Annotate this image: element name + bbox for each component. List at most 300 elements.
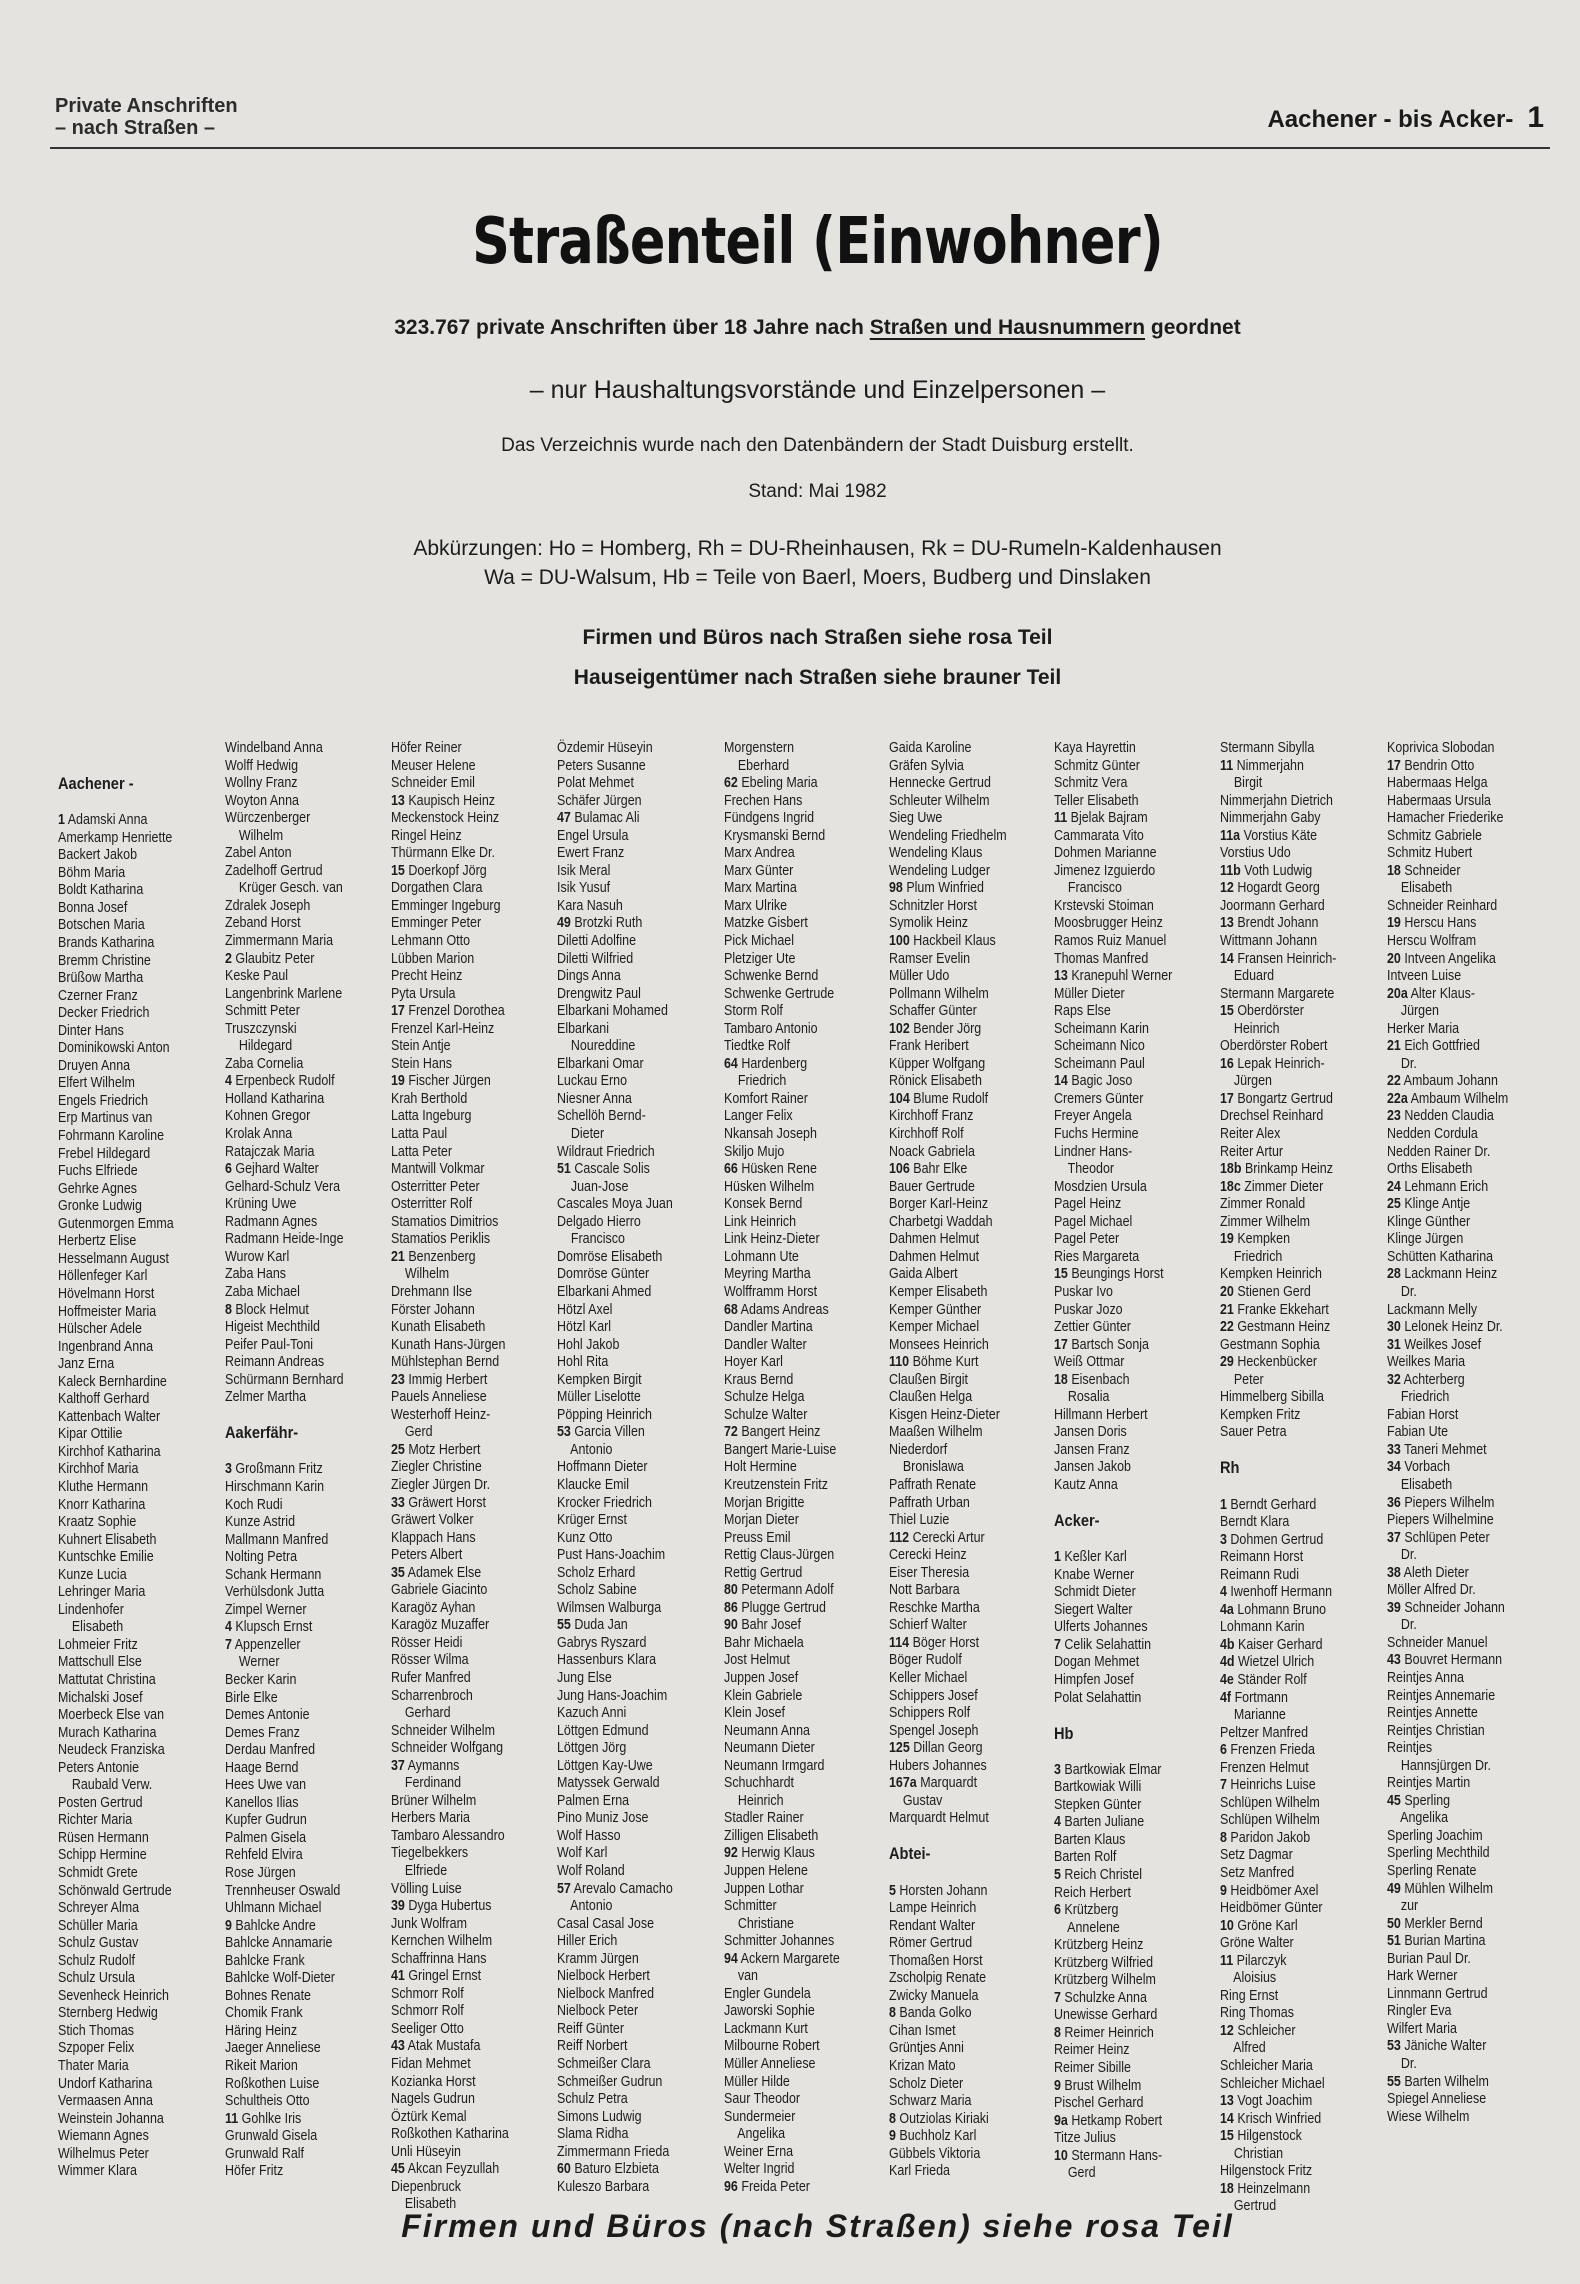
- listing-entry: Morjan Brigitte: [724, 1494, 805, 1511]
- listing-entry: Klaucke Emil: [557, 1476, 630, 1493]
- subtitle-part2: geordnet: [1145, 316, 1241, 339]
- listing-entry: Schleicher Maria: [1220, 2058, 1313, 2075]
- listing-entry: Gübbels Viktoria: [889, 2145, 981, 2162]
- listing-entry: Schönwald Gertrude: [58, 1882, 172, 1899]
- listing-entry: Barten Klaus: [1054, 1831, 1126, 1848]
- listing-entry: Brüner Wilhelm: [391, 1792, 477, 1809]
- subtitle-part1: 323.767 private Anschriften über 18 Jahre nach: [394, 316, 870, 339]
- listing-entry: Meckenstock Heinz: [391, 810, 500, 827]
- listing-entry: Wendeling Ludger: [889, 862, 990, 879]
- listing-entry: Weilkes Maria: [1387, 1354, 1466, 1371]
- listing-entry: Teller Elisabeth: [1054, 792, 1139, 809]
- listing-entry: Klein Josef: [724, 1705, 786, 1722]
- listing-entry: Wolf Hasso: [557, 1827, 621, 1844]
- listing-entry: Kunz Otto: [557, 1529, 613, 1546]
- listing-entry: Jürgen: [1220, 1073, 1272, 1090]
- listing-entry: Bahr Michaela: [724, 1634, 804, 1651]
- listing-entry: Rösser Heidi: [391, 1634, 463, 1651]
- listing-entry: Koch Rudi: [225, 1496, 283, 1513]
- listing-entry: Krüger Gesch. van: [225, 880, 343, 897]
- listing-entry: Moosbrugger Heinz: [1054, 915, 1163, 932]
- listing-entry: Gehrke Agnes: [58, 1180, 138, 1197]
- listing-entry: 110 Böhme Kurt: [889, 1354, 979, 1371]
- listing-entry: 15 Doerkopf Jörg: [391, 862, 487, 879]
- listing-entry: 1 Berndt Gerhard: [1220, 1496, 1317, 1513]
- listing-entry: Aloisius: [1220, 1970, 1277, 1987]
- listing-entry: Gertrud: [1220, 2198, 1277, 2215]
- listing-entry: Annelene: [1054, 1919, 1120, 1936]
- listing-entry: Stamatios Dimitrios: [391, 1213, 499, 1230]
- listing-entry: Kunze Astrid: [225, 1514, 296, 1531]
- listing-entry: 4d Wietzel Ulrich: [1220, 1654, 1315, 1671]
- listing-entry: Peters Antonie: [58, 1759, 140, 1776]
- listing-entry: Jansen Franz: [1054, 1441, 1130, 1458]
- listing-entry: 19 Fischer Jürgen: [391, 1073, 491, 1090]
- listing-entry: 38 Aleth Dieter: [1387, 1564, 1469, 1581]
- listing-entry: Dogan Mehmet: [1054, 1654, 1140, 1671]
- listing-entry: Schlüpen Wilhelm: [1220, 1794, 1320, 1811]
- listing-entry: Nott Barbara: [889, 1582, 960, 1599]
- listing-entry: Linnmann Gertrud: [1387, 1985, 1488, 2002]
- listing-entry: Kreutzenstein Fritz: [724, 1476, 828, 1493]
- subtitle-underlined: Straßen und Hausnummern: [869, 316, 1146, 339]
- listing-entry: 25 Motz Herbert: [391, 1441, 481, 1458]
- street-heading: Aachener -: [58, 774, 134, 794]
- listing-entry: 37 Aymanns: [391, 1757, 460, 1774]
- listing-entry: Kupfer Gudrun: [225, 1812, 307, 1829]
- listing-entry: 90 Bahr Josef: [724, 1617, 801, 1634]
- listing-entry: Pöpping Heinrich: [557, 1406, 652, 1423]
- listing-entry: Zelmer Martha: [225, 1389, 307, 1406]
- listing-entry: Sperling Joachim: [1387, 1827, 1483, 1844]
- listing-entry: Paffrath Urban: [889, 1494, 970, 1511]
- listing-entry: Demes Antonie: [225, 1707, 310, 1724]
- listing-entry: Schwarz Maria: [889, 2093, 972, 2110]
- listing-entry: 20a Alter Klaus-: [1387, 985, 1476, 1002]
- listing-entry: Thomas Manfred: [1054, 950, 1149, 967]
- listing-entry: Frebel Hildegard: [58, 1145, 151, 1162]
- listing-entry: 25 Klinge Antje: [1387, 1196, 1471, 1213]
- listing-entry: Holt Hermine: [724, 1459, 797, 1476]
- listing-entry: Habermaas Ursula: [1387, 792, 1491, 809]
- listing-entry: Wolff Hedwig: [225, 757, 299, 774]
- listing-entry: Domröse Günter: [557, 1266, 650, 1283]
- listing-entry: Gronke Ludwig: [58, 1198, 142, 1215]
- listing-entry: Hirschmann Karin: [225, 1478, 325, 1495]
- listing-entry: 8 Reimer Heinrich: [1054, 2024, 1154, 2041]
- listing-entry: Fuchs Elfriede: [58, 1163, 138, 1180]
- listing-entry: Jimenez Izguierdo: [1054, 862, 1156, 879]
- listing-entry: Pino Muniz Jose: [557, 1810, 649, 1827]
- listing-entry: Konsek Bernd: [724, 1196, 803, 1213]
- listing-entry: Mattutat Christina: [58, 1671, 156, 1688]
- listing-entry: Krstevski Stoiman: [1054, 897, 1154, 914]
- listing-entry: Moerbeck Else van: [58, 1707, 165, 1724]
- listing-entry: van: [724, 1968, 758, 1985]
- listing-entry: Monsees Heinrich: [889, 1336, 989, 1353]
- listing-entry: Eduard: [1220, 968, 1275, 985]
- subtitle-count: [0, 316, 1580, 340]
- listing-entry: Titze Julius: [1054, 2130, 1116, 2147]
- listing-entry: Palmen Gisela: [225, 1829, 307, 1846]
- listing-entry: 4 Erpenbeck Rudolf: [225, 1073, 335, 1090]
- listing-entry: Schmidt Grete: [58, 1865, 138, 1881]
- listing-entry: 9 Brust Wilhelm: [1054, 2077, 1142, 2094]
- listing-entry: Isik Meral: [557, 862, 611, 879]
- listing-entry: Zabel Anton: [225, 845, 292, 862]
- listing-entry: Precht Heinz: [391, 968, 463, 985]
- listing-entry: Nedden Cordula: [1387, 1126, 1478, 1143]
- listing-entry: 100 Hackbeil Klaus: [889, 933, 996, 950]
- listing-entry: 28 Lackmann Heinz: [1387, 1266, 1498, 1283]
- listing-entry: Ring Thomas: [1220, 2005, 1294, 2022]
- listing-entry: Ramos Ruiz Manuel: [1054, 933, 1167, 950]
- listing-entry: Frechen Hans: [724, 792, 803, 809]
- listing-entry: Erp Martinus van: [58, 1110, 153, 1127]
- listing-entry: Polat Mehmet: [557, 775, 634, 792]
- listing-entry: Skiljo Mujo: [724, 1143, 785, 1160]
- listing-entry: Unli Hüseyin: [391, 2143, 462, 2160]
- section-label-line1: Private Anschriften: [55, 95, 238, 117]
- listing-entry: Schellöh Bernd-: [557, 1108, 646, 1125]
- listing-entry: Kernchen Wilhelm: [391, 1933, 493, 1950]
- page-title: Straßenteil (Einwohner): [472, 205, 1163, 279]
- listing-entry: Gröne Walter: [1220, 1935, 1294, 1952]
- listing-entry: Gabriele Giacinto: [391, 1582, 488, 1599]
- listing-entry: Wiemann Agnes: [58, 2128, 149, 2145]
- listing-entry: Fidan Mehmet: [391, 2056, 471, 2073]
- listing-entry: 1 Keßler Karl: [1054, 1549, 1127, 1566]
- listing-entry: Rönick Elisabeth: [889, 1073, 982, 1090]
- listing-entry: Oberdörster Robert: [1220, 1038, 1328, 1055]
- listing-entry: Grüntjes Anni: [889, 2040, 964, 2057]
- listing-entry: Seeliger Otto: [391, 2020, 464, 2037]
- listing-entry: Friedrich: [1220, 1248, 1283, 1265]
- listing-entry: Zaba Cornelia: [225, 1055, 304, 1072]
- listing-entry: 102 Bender Jörg: [889, 1020, 982, 1037]
- listing-entry: Lehmann Otto: [391, 933, 471, 950]
- listing-entry: Zaba Hans: [225, 1266, 287, 1283]
- listing-entry: Peltzer Manfred: [1220, 1724, 1309, 1741]
- listing-entry: 24 Lehmann Erich: [1387, 1178, 1489, 1195]
- listing-entry: Jung Else: [557, 1669, 612, 1686]
- listing-entry: Hillmann Herbert: [1054, 1406, 1148, 1423]
- listing-entry: 18 Eisenbach: [1054, 1371, 1130, 1388]
- listing-entry: Holland Katharina: [225, 1090, 325, 1107]
- listing-entry: Elisabeth: [58, 1619, 124, 1636]
- listing-entry: Cremers Günter: [1054, 1090, 1144, 1107]
- listing-entry: Charbetgi Waddah: [889, 1213, 993, 1230]
- listing-entry: Sieg Uwe: [889, 810, 943, 827]
- listing-entry: Gutenmorgen Emma: [58, 1215, 174, 1232]
- listing-entry: Klinge Günther: [1387, 1213, 1471, 1230]
- listing-entry: Francisco: [557, 1231, 625, 1248]
- listing-entry: 51 Cascale Solis: [557, 1161, 650, 1178]
- listing-entry: 7 Schulzke Anna: [1054, 1989, 1147, 2006]
- listing-entry: Heinrich: [724, 1792, 784, 1809]
- listing-entry: Drehmann Ilse: [391, 1283, 473, 1300]
- listing-entry: Fabian Ute: [1387, 1424, 1449, 1441]
- listing-entry: Rösser Wilma: [391, 1652, 469, 1669]
- listing-entry: Schmeißer Clara: [557, 2056, 651, 2073]
- listing-entry: Lohmann Ute: [724, 1248, 799, 1265]
- listing-entry: Antonio: [557, 1441, 613, 1458]
- listing-entry: Heidbömer Günter: [1220, 1900, 1323, 1917]
- listing-column: [889, 740, 1027, 2181]
- listing-entry: Becker Karin: [225, 1671, 297, 1688]
- listing-entry: Elisabeth: [1387, 1476, 1453, 1493]
- listing-entry: Friedrich: [724, 1073, 787, 1090]
- listing-entry: Schmorr Rolf: [391, 2003, 464, 2020]
- listing-entry: Rosalia: [1054, 1389, 1110, 1406]
- listing-entry: 94 Ackern Margarete: [724, 1950, 840, 1967]
- listing-entry: Kara Nasuh: [557, 897, 623, 914]
- listing-entry: Stich Thomas: [58, 2022, 135, 2039]
- listing-entry: Kempken Heinrich: [1220, 1266, 1322, 1283]
- listing-entry: Schürmann Bernhard: [225, 1371, 344, 1388]
- subtitle-scope: – nur Haushaltungsvorstände und Einzelpersonen –: [529, 376, 1106, 404]
- listing-entry: Rehfeld Elvira: [225, 1847, 303, 1864]
- listing-entry: Lackmann Kurt: [724, 2020, 808, 2037]
- listing-entry: Niesner Anna: [557, 1090, 632, 1107]
- listing-entry: 15 Oberdörster: [1220, 1003, 1304, 1020]
- listing-entry: Herker Maria: [1387, 1020, 1460, 1037]
- listing-entry: Werner: [225, 1654, 280, 1671]
- listing-entry: Unewisse Gerhard: [1054, 2007, 1158, 2024]
- listing-entry: Zimmer Ronald: [1220, 1196, 1306, 1213]
- listing-entry: 12 Schleicher: [1220, 2022, 1296, 2039]
- listing-entry: Sevenheck Heinrich: [58, 1987, 169, 2004]
- listing-entry: Krah Berthold: [391, 1090, 468, 1107]
- listing-entry: Berndt Klara: [1220, 1514, 1290, 1531]
- listing-entry: 10 Gröne Karl: [1220, 1917, 1298, 1934]
- listing-entry: Rufer Manfred: [391, 1669, 471, 1686]
- listing-entry: Ringler Eva: [1387, 2003, 1452, 2020]
- listing-entry: Claußen Helga: [889, 1389, 973, 1406]
- listing-entry: Schmitz Gabriele: [1387, 827, 1482, 844]
- listing-entry: Hohl Rita: [557, 1354, 609, 1371]
- listing-entry: Ulferts Johannes: [1054, 1619, 1148, 1636]
- listing-entry: Scheimann Paul: [1054, 1055, 1145, 1072]
- listing-entry: Weiß Ottmar: [1054, 1354, 1125, 1371]
- listing-column: [557, 740, 695, 2196]
- listing-entry: Elfriede: [391, 1863, 448, 1879]
- listing-entry: Reimann Horst: [1220, 1549, 1304, 1566]
- listing-entry: Antonio: [557, 1898, 613, 1915]
- listing-entry: Schippers Rolf: [889, 1705, 971, 1722]
- listing-entry: 4e Ständer Rolf: [1220, 1671, 1307, 1688]
- listing-entry: Reintjes Annette: [1387, 1705, 1478, 1722]
- listing-entry: Fündgens Ingrid: [724, 810, 815, 827]
- listing-entry: Schmitz Günter: [1054, 757, 1140, 774]
- listing-entry: 96 Freida Peter: [724, 2178, 810, 2195]
- listing-entry: Schulze Helga: [724, 1389, 805, 1406]
- listing-entry: Bremm Christine: [58, 952, 151, 969]
- listing-entry: 20 Intveen Angelika: [1387, 950, 1496, 967]
- listing-entry: 33 Taneri Mehmet: [1387, 1441, 1487, 1458]
- listing-entry: Bangert Marie-Luise: [724, 1441, 837, 1458]
- listing-entry: Kaleck Bernhardine: [58, 1373, 167, 1390]
- listing-entry: Würczenberger: [225, 810, 311, 827]
- listing-entry: 92 Herwig Klaus: [724, 1845, 815, 1862]
- listing-entry: Marx Günter: [724, 862, 794, 879]
- listing-entry: 4f Fortmann: [1220, 1689, 1288, 1706]
- listing-entry: Weiner Erna: [724, 2143, 794, 2160]
- listing-entry: Hüsken Wilhelm: [724, 1178, 815, 1195]
- listing-entry: Vorstius Udo: [1220, 845, 1291, 862]
- listing-entry: Schleuter Wilhelm: [889, 792, 990, 809]
- listing-entry: Gerhard: [391, 1705, 451, 1722]
- listing-entry: Setz Dagmar: [1220, 1847, 1293, 1864]
- listing-entry: 5 Reich Christel: [1054, 1867, 1143, 1883]
- listing-entry: Wendeling Friedhelm: [889, 827, 1007, 844]
- listing-entry: Tiedtke Rolf: [724, 1038, 791, 1055]
- listing-entry: 9 Heidbömer Axel: [1220, 1882, 1319, 1899]
- listing-entry: Wildraut Friedrich: [557, 1143, 655, 1160]
- listing-entry: Jürgen: [1387, 1003, 1439, 1020]
- listing-entry: Botschen Maria: [58, 917, 145, 934]
- listing-entry: Posten Gertrud: [58, 1794, 143, 1811]
- listing-entry: Niederdorf: [889, 1441, 948, 1458]
- listing-entry: Völling Luise: [391, 1880, 462, 1897]
- listing-entry: 8 Banda Golko: [889, 2005, 972, 2022]
- page-number: 1: [1527, 101, 1544, 134]
- listing-entry: Kaya Hayrettin: [1054, 740, 1136, 756]
- listing-entry: Cascales Moya Juan: [557, 1196, 673, 1213]
- listing-entry: Zdralek Joseph: [225, 897, 311, 914]
- listing-entry: Wilfert Maria: [1387, 2020, 1457, 2037]
- listing-entry: 23 Immig Herbert: [391, 1371, 488, 1388]
- listing-entry: Backert Jakob: [58, 847, 138, 864]
- listing-entry: Drengwitz Paul: [557, 985, 641, 1002]
- listing-entry: Trennheuser Oswald: [225, 1882, 341, 1899]
- listing-entry: 45 Sperling: [1387, 1792, 1451, 1809]
- listing-entry: 37 Schlüpen Peter: [1387, 1529, 1490, 1546]
- listing-entry: 29 Heckenbücker: [1220, 1354, 1318, 1371]
- listing-entry: 13 Brendt Johann: [1220, 915, 1319, 932]
- listing-entry: Jung Hans-Joachim: [557, 1687, 668, 1704]
- listing-entry: Stermann Sibylla: [1220, 740, 1315, 756]
- listing-entry: Stein Hans: [391, 1055, 453, 1072]
- listing-entry: Cerecki Heinz: [889, 1547, 967, 1564]
- listing-entry: Nielbock Herbert: [557, 1968, 650, 1985]
- listing-entry: Wilhelm: [391, 1266, 450, 1283]
- listing-entry: Matzke Gisbert: [724, 915, 808, 932]
- listing-column: [1054, 740, 1192, 2183]
- listing-entry: Matyssek Gerwald: [557, 1775, 660, 1792]
- listing-entry: 21 Eich Gottfried: [1387, 1038, 1480, 1055]
- listing-entry: Diletti Adolfine: [557, 933, 637, 950]
- listing-entry: Dieter: [557, 1126, 605, 1143]
- listing-column: [1220, 740, 1358, 2216]
- listing-entry: Dings Anna: [557, 968, 621, 985]
- listing-entry: Gestmann Sophia: [1220, 1336, 1320, 1353]
- listing-entry: Puskar Jozo: [1054, 1301, 1123, 1318]
- listing-entry: 35 Adamek Else: [391, 1564, 482, 1581]
- listing-entry: 8 Outziolas Kiriaki: [889, 2110, 989, 2127]
- listing-entry: 17 Frenzel Dorothea: [391, 1003, 505, 1020]
- listing-entry: Hildegard: [225, 1038, 293, 1055]
- listing-entry: Schneider Wilhelm: [391, 1722, 495, 1739]
- listing-entry: Förster Johann: [391, 1301, 475, 1318]
- listing-entry: Stein Antje: [391, 1038, 451, 1055]
- listing-entry: Engler Gundela: [724, 1985, 811, 2002]
- listing-entry: Morjan Dieter: [724, 1512, 799, 1529]
- listing-entry: 17 Bartsch Sonja: [1054, 1336, 1149, 1353]
- listing-entry: Marianne: [1220, 1707, 1286, 1724]
- listing-entry: Tiegelbekkers: [391, 1845, 469, 1862]
- listing-entry: Gaida Karoline: [889, 740, 972, 756]
- listing-entry: 18b Brinkamp Heinz: [1220, 1161, 1333, 1178]
- listing-entry: Mattschull Else: [58, 1654, 142, 1671]
- listing-entry: Dr.: [1387, 1055, 1417, 1072]
- listing-entry: Schmitz Hubert: [1387, 845, 1473, 862]
- listing-entry: 51 Burian Martina: [1387, 1933, 1486, 1950]
- listing-entry: Rikeit Marion: [225, 2058, 298, 2075]
- listing-entry: Osterritter Peter: [391, 1178, 480, 1195]
- listing-entry: Höllenfeger Karl: [58, 1268, 148, 1285]
- listing-entry: 104 Blume Rudolf: [889, 1090, 989, 1107]
- listing-entry: Nimmerjahn Dietrich: [1220, 792, 1333, 809]
- listing-entry: Kanellos Ilias: [225, 1794, 299, 1811]
- listing-entry: Noureddine: [557, 1038, 636, 1055]
- listing-entry: Schulz Gustav: [58, 1935, 139, 1952]
- listing-entry: Löttgen Edmund: [557, 1722, 649, 1739]
- listing-entry: Reiter Alex: [1220, 1126, 1281, 1143]
- listing-entry: Diepenbruck: [391, 2178, 462, 2195]
- listing-entry: Reschke Martha: [889, 1599, 980, 1616]
- listing-entry: Gabrys Ryszard: [557, 1634, 647, 1651]
- listing-entry: 1 Adamski Anna: [58, 812, 148, 829]
- listing-entry: Latta Ingeburg: [391, 1108, 472, 1125]
- listing-entry: Ramser Evelin: [889, 950, 971, 967]
- listing-entry: 11 Bjelak Bajram: [1054, 810, 1148, 827]
- listing-entry: Peifer Paul-Toni: [225, 1336, 314, 1353]
- listing-entry: Dohmen Marianne: [1054, 845, 1157, 862]
- listing-entry: 49 Brotzki Ruth: [557, 915, 643, 932]
- listing-entry: Roßkothen Luise: [225, 2075, 320, 2092]
- listing-entry: 12 Hogardt Georg: [1220, 880, 1320, 897]
- listing-entry: 39 Schneider Johann: [1387, 1599, 1505, 1616]
- listing-entry: Palmen Erna: [557, 1792, 630, 1809]
- listing-entry: Radmann Agnes: [225, 1213, 318, 1230]
- listing-entry: Lohmeier Fritz: [58, 1636, 138, 1653]
- listing-entry: Setz Manfred: [1220, 1865, 1295, 1881]
- listing-entry: Dinter Hans: [58, 1022, 124, 1039]
- listing-entry: Jansen Doris: [1054, 1424, 1127, 1441]
- listing-entry: Hubers Johannes: [889, 1757, 987, 1774]
- listing-entry: Schütten Katharina: [1387, 1248, 1494, 1265]
- listing-entry: Reintjes Christian: [1387, 1722, 1485, 1739]
- listing-entry: 11 Nimmerjahn: [1220, 757, 1304, 774]
- listing-entry: Schank Hermann: [225, 1566, 322, 1583]
- listing-entry: Gerd: [1054, 2165, 1096, 2182]
- listing-entry: Tambaro Alessandro: [391, 1827, 505, 1844]
- listing-entry: 11b Voth Ludwig: [1220, 862, 1313, 879]
- listing-entry: Reimer Heinz: [1054, 2042, 1130, 2059]
- listing-entry: Löttgen Jörg: [557, 1740, 627, 1757]
- listing-entry: Uhlmann Michael: [225, 1900, 322, 1917]
- listing-entry: Bauer Gertrude: [889, 1178, 975, 1195]
- listing-entry: Kirchhof Maria: [58, 1461, 139, 1478]
- listing-entry: Michalski Josef: [58, 1689, 143, 1706]
- listing-entry: Ries Margareta: [1054, 1248, 1140, 1265]
- listing-entry: Lindenhofer: [58, 1601, 124, 1618]
- listing-entry: Meyring Martha: [724, 1266, 811, 1283]
- listing-entry: Birle Elke: [225, 1689, 278, 1706]
- listing-entry: Grunwald Ralf: [225, 2145, 305, 2162]
- listing-entry: 21 Franke Ekkehart: [1220, 1301, 1329, 1318]
